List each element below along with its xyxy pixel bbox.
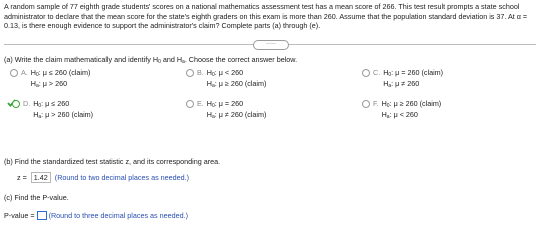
radio-button[interactable] (10, 69, 18, 77)
z-answer-line (17, 173, 189, 183)
z-label: z = (17, 173, 27, 182)
ha-text: μ < 260 (393, 109, 418, 119)
part-a-prompt: (a) Write the claim mathematically and identify $H_0$ and $H_a$. Choose the correct answer below. (4, 55, 298, 65)
h0-text: μ = 260 (claim) (395, 68, 444, 77)
radio-button[interactable] (186, 69, 194, 77)
ha-text: μ ≥ 260 (claim) (218, 78, 267, 88)
part-c-prompt: (c) Find the P-value. (4, 193, 69, 202)
option-letter: B. (197, 68, 204, 77)
radio-button[interactable] (186, 100, 194, 108)
expand-button[interactable]: ····· (253, 40, 289, 50)
option-c[interactable]: C. $H_0$: μ = 260 (claim) $H_a$: μ ≠ 260 (362, 68, 443, 90)
h0-text: μ < 260 (218, 68, 244, 77)
p-value-label: P-value = (4, 211, 35, 220)
p-value-input[interactable] (37, 211, 47, 220)
option-b[interactable]: B. $H_0$: μ < 260 $H_a$: μ ≥ 260 (claim) (186, 68, 266, 90)
ha-text: μ ≠ 260 (claim) (218, 109, 267, 119)
part-b-prompt: (b) Find the standardized test statistic z, and its corresponding area. (4, 157, 221, 166)
ha-text: μ > 260 (claim) (45, 109, 94, 119)
h0-text: μ = 260 (218, 99, 244, 108)
option-d[interactable]: D. $H_0$: μ ≤ 260 $H_a$: μ > 260 (claim) (9, 99, 93, 121)
radio-button[interactable] (362, 100, 370, 108)
option-letter: F. (373, 99, 379, 108)
ha-text: μ ≠ 260 (395, 78, 420, 88)
option-letter: A. (21, 68, 28, 77)
option-f[interactable]: F. $H_0$: μ ≥ 260 (claim) $H_a$: μ < 260 (362, 99, 441, 121)
z-rounding-hint: (Round to two decimal places as needed.) (54, 173, 190, 182)
h0-text: μ ≥ 260 (claim) (393, 99, 442, 108)
radio-button-selected[interactable] (12, 100, 20, 108)
radio-button[interactable] (362, 69, 370, 77)
option-a[interactable]: A. $H_0$: μ ≤ 260 (claim) $H_a$: μ > 260 (10, 68, 90, 90)
p-value-line (4, 211, 188, 221)
option-e[interactable]: E. $H_0$: μ = 260 $H_a$: μ ≠ 260 (claim) (186, 99, 266, 121)
h0-text: μ ≤ 260 (claim) (42, 68, 91, 77)
option-letter: C. (373, 68, 381, 77)
option-letter: D. (23, 99, 31, 108)
ha-text: μ > 260 (42, 78, 68, 88)
problem-statement: A random sample of 77 eighth grade students' scores on a national mathematics assessment test has a mean score of 266. This test result prompts a state school administrator to declare that the mean score for the state's eighth graders on this exam is more than 260. Assume that the population standard deviation is 37. At α = 0.13, is there enough evidence to support the administrator's claim? Complete parts (a) through (e). (4, 2, 528, 31)
p-value-rounding-hint: (Round to three decimal places as needed.) (48, 211, 189, 220)
h0-text: μ ≤ 260 (45, 99, 70, 108)
option-letter: E. (197, 99, 204, 108)
z-answer-field[interactable]: 1.42 (31, 172, 51, 183)
